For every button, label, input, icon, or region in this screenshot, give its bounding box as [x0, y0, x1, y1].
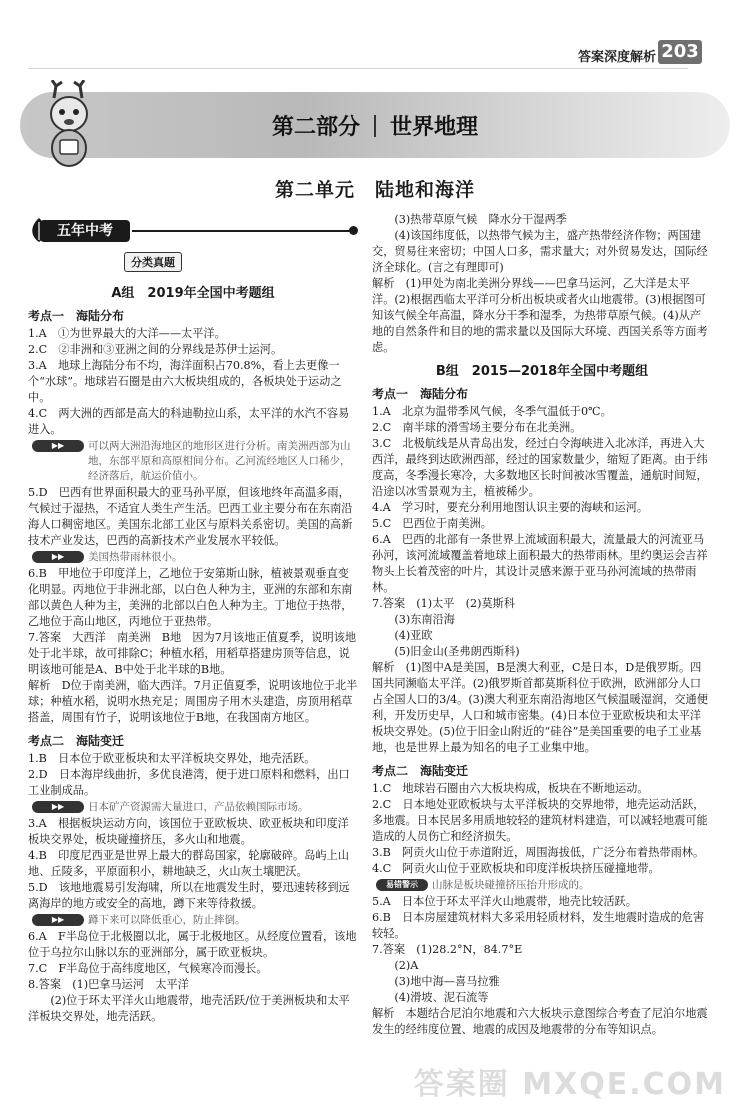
answer-item: 7.答案 (1)28.2°N，84.7°E	[372, 943, 523, 956]
answer-item: 5.C 巴西位于南美洲。	[372, 517, 492, 530]
topic-heading: 考点二 海陆变迁	[372, 764, 469, 778]
answer-item: 4.C 阿贡火山位于亚欧板块和印度洋板块挤压碰撞地带。	[372, 862, 660, 875]
answer-item: 3.A 地球上海陆分布不均，海洋面积占70.8%，看上去更像一个“水球”。地球岩石圈是由六大板块组成的，各板块处于运动之中。	[28, 359, 342, 404]
answer-item: 3.A 根据板块运动方向，该国位于亚欧板块、欧亚板块和印度洋板块交界处，板块碰撞挤压，多火山和地震。	[28, 817, 349, 846]
answer-item: 6.B 甲地位于印度洋上，乙地位于安第斯山脉，植被景观垂直变化明显。丙地位于非洲北部，以白色人种为主，亚洲的东部和东南部以黄色人种为主，美洲的北部以白色人种为主。丁地位于热带，乙地位于高山地区，丙地位于亚热带。	[28, 567, 353, 628]
answer-item: (3)地中海—喜马拉雅	[394, 975, 500, 988]
left-column	[28, 214, 358, 1025]
answer-item: 2.D 日本海岸线曲折，多优良港湾，便于进口原料和燃料，出口工业制成品。	[28, 768, 350, 797]
group-title: A组 2019年全国中考题组	[111, 286, 275, 301]
explanation: 解析 (1)甲处为南北美洲分界线——巴拿马运河，乙大洋是太平洋。(2)根据西临太平洋可分析出板块或者火山地震带。(3)根据图可知该气候全年高温，降水分干季和湿季，为热带草原气候。(4)从产地的自然条件和目的地的需求量以及国际大环境、西国关系等方面考虑。	[372, 277, 708, 354]
answer-item: 2.C 南半球的滑雪场主要分布在北美洲。	[372, 421, 582, 434]
topic-heading: 考点一 海陆分布	[372, 387, 469, 401]
answer-item: (4)该国纬度低，以热带气候为主，盛产热带经济作物；两国建交，贸易往来密切；中国人口多，需求量大；对外贸易发达，国际经济全球化。(言之有理即可)	[372, 229, 708, 274]
tip-badge: ▶▶	[32, 801, 84, 813]
banner-separator	[374, 115, 376, 137]
tip-badge: ▶▶	[32, 551, 84, 563]
section-dot	[349, 226, 358, 235]
answer-item: 1.B 日本位于欧亚板块和太平洋板块交界处，地壳活跃。	[28, 752, 316, 765]
answer-item: 2.C 日本地处亚欧板块与太平洋板块的交界地带，地壳运动活跃，多地震。日本民居多用质地较轻的建筑材料建造，可以减轻地震可能造成的人员伤亡和经济损失。	[372, 798, 708, 843]
answer-item: 4.B 印度尼西亚是世界上最大的群岛国家，轮廓破碎。岛屿上山地、丘陵多，平原面积小，耕地缺乏，火山灰土壤肥沃。	[28, 849, 349, 878]
answer-item: 4.C 两大洲的西部是高大的科迪勒拉山系，太平洋的水汽不容易进入。	[28, 407, 350, 436]
answer-item: 3.C 北极航线是从青岛出发，经过白令海峡进入北冰洋，再进入大西洋，最终到达欧洲西部，经过的国家数量少，缩短了距离。由于纬度高，冬季漫长寒冷，大多数地区长时间被冰雪覆盖，通航时间短，沿途以冰雪景观为主，植被稀少。	[372, 437, 708, 498]
header-rule	[28, 68, 688, 69]
right-column	[372, 212, 712, 1038]
tip-note	[28, 550, 358, 565]
unit-title: 第二单元 陆地和海洋	[274, 179, 475, 201]
watermark: 答案圈 MXQE.COM	[413, 1067, 726, 1102]
header-label: 答案深度解析	[577, 50, 656, 65]
answer-item: 6.B 日本房屋建筑材料大多采用轻质材料，发生地震时造成的危害较轻。	[372, 911, 705, 940]
topic-heading: 考点一 海陆分布	[28, 309, 125, 323]
group-title: B组 2015—2018年全国中考题组	[435, 364, 649, 379]
answer-item: 8.答案 (1)巴拿马运河 太平洋	[28, 978, 189, 991]
tip-badge: ▶▶	[32, 914, 84, 926]
answer-item: (2)A	[394, 959, 419, 972]
subject-label: 世界地理	[390, 115, 479, 140]
tip-badge: ▶▶	[32, 440, 84, 452]
answer-item: 5.A 日本位于环太平洋火山地震带，地壳比较活跃。	[372, 895, 637, 908]
answer-item: 5.D 该地地震易引发海啸，所以在地震发生时，要迅速转移到远离海岸的地方或安全的高地，蹲下来等待救援。	[28, 881, 350, 910]
answer-item: 1.A 北京为温带季风气候，冬季气温低于0℃。	[372, 405, 612, 418]
answer-item: 7.答案 大西洋 南美洲 B地 因为7月该地正值夏季，说明该地处于北半球，故可排除C；种植水稻，用稻草搭建房顶等信息，说明该地可能是A、B中处于北半球的B地。	[28, 631, 357, 676]
topic-heading: 考点二 海陆变迁	[28, 734, 125, 748]
answer-item: (4)滑坡、泥石流等	[394, 991, 489, 1004]
answer-item: 7.C F半岛位于高纬度地区，气候寒冷而漫长。	[28, 962, 268, 975]
banner-title	[0, 110, 750, 141]
answer-item: 2.C ②非洲和③亚洲之间的分界线是苏伊士运河。	[28, 343, 283, 356]
answer-item: (2)位于环太平洋火山地震带，地壳活跃/位于美洲板块和太平洋板块交界处，地壳活跃。	[28, 994, 350, 1023]
explanation: 解析 (1)图中A是美国，B是澳大利亚，C是日本，D是俄罗斯。四国共同濒临太平洋。(2)俄罗斯首都莫斯科位于欧洲，欧洲部分人口占全国人口的3/4。(3)澳大利亚东南沿海地区气候温暖湿润，交通便利，开发历史早，人口和城市密集。(4)日本位于亚欧板块和太平洋板块交界处。(5)位于旧金山附近的“硅谷”是美国重要的电子工业基地，也是世界上最为知名的电子工业集中地。	[372, 661, 708, 754]
tip-text: 日本矿产资源需大量进口，产品依赖国际市场。	[88, 801, 309, 813]
tip-text: 可以两大洲沿海地区的地形区进行分析。南美洲西部为山地，东部平原和高原相间分布。乙河流经地区人口稀少，经济落后，航运价值小。	[88, 440, 351, 482]
answer-item: 5.D 巴西有世界面积最大的亚马孙平原，但该地终年高温多雨，气候过于湿热，不适宜人类生产生活。巴西工业主要分布在东南沿海人口稠密地区。美国东北部工业区与原料关系密切。美国的高新技术产业发达，巴西的高新技术产业发展水平较低。	[28, 486, 353, 547]
answer-item: 6.A 巴西的北部有一条世界上流域面积最大，流量最大的河流亚马孙河，该河流域覆盖着地球上面积最大的热带雨林。里约奥运会吉祥物头上长着茂密的叶片，其设计灵感来源于亚马孙河流域的热带雨林。	[372, 533, 708, 594]
answer-item: 3.B 阿贡火山位于赤道附近，周围海拔低，广泛分布着热带雨林。	[372, 846, 705, 859]
tip-note	[28, 439, 358, 484]
page-number: 203	[658, 40, 702, 64]
answer-item: (5)旧金山(圣弗朗西斯科)	[394, 645, 520, 658]
page-header	[0, 40, 750, 72]
section-tab	[28, 214, 358, 248]
explanation: 解析 D位于南美洲，临大西洋。7月正值夏季，说明该地位于北半球；种植水稻，说明水热充足；周围房子用木头建造，房顶用稻草搭盖，周围有竹子，说明该地位于B地，在我国南方地区。	[28, 679, 358, 724]
answer-item: 1.C 地球岩石圈由六大板块构成，板块在不断地运动。	[372, 782, 649, 795]
tip-text: 美国热带雨林很小。	[88, 551, 183, 563]
answer-item: (3)东南沿海	[394, 613, 455, 626]
section-tag: 五年中考	[40, 220, 130, 242]
tip-badge: 易错警示	[376, 879, 428, 891]
answer-item: 4.A 学习时，要充分利用地图认识主要的海峡和运河。	[372, 501, 649, 514]
part-label: 第二部分	[271, 115, 360, 140]
answer-item: 1.A ①为世界最大的大洋——太平洋。	[28, 327, 226, 340]
answer-item: 7.答案 (1)太平 (2)莫斯科	[372, 597, 516, 610]
answer-item: (3)热带草原气候 降水分干湿两季	[394, 213, 567, 226]
answer-item: 6.A F半岛位于北极圈以北，属于北极地区。从经度位置看，该地位于乌拉尔山脉以东的亚洲部分，属于欧亚板块。	[28, 930, 357, 959]
tip-text: 山脉是板块碰撞挤压抬升形成的。	[432, 879, 590, 891]
tip-note	[372, 878, 712, 893]
tip-text: 蹲下来可以降低重心，防止摔倒。	[88, 914, 246, 926]
explanation: 解析 本题结合尼泊尔地震和六大板块示意图综合考查了尼泊尔地震发生的经纬度位置、地震的成因及地震带的分布等知识点。	[372, 1007, 708, 1036]
section-rule	[132, 230, 350, 232]
tip-note	[28, 913, 358, 928]
sub-tag: 分类真题	[124, 252, 182, 272]
answer-item: (4)亚欧	[394, 629, 433, 642]
tip-note	[28, 800, 358, 815]
